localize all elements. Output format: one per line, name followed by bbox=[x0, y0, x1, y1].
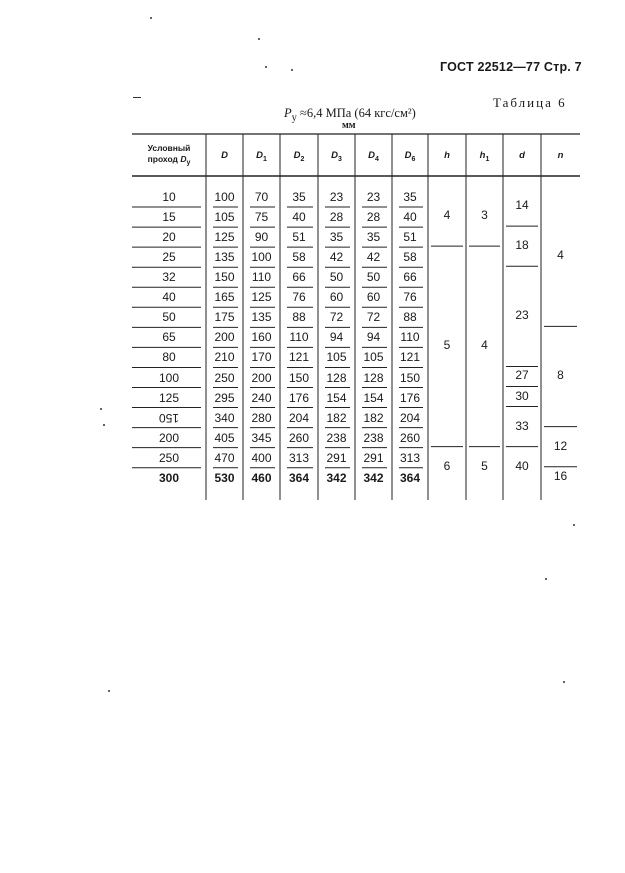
table-cell-D4: 94 bbox=[366, 330, 381, 345]
table-cell-D6: 58 bbox=[403, 250, 417, 265]
table-cell-D: 405 bbox=[214, 430, 235, 445]
table-cell-D1: 100 bbox=[251, 250, 272, 265]
header-dy-word: проход bbox=[147, 154, 178, 164]
table-cell-dy: 15 bbox=[162, 210, 176, 225]
merged-cell-d_groups: 14 bbox=[515, 198, 529, 213]
scan-speck bbox=[291, 69, 293, 71]
table-cell-D6: 364 bbox=[399, 470, 421, 485]
table-cell-D2: 150 bbox=[288, 370, 310, 385]
table-cell-dy: 50 bbox=[162, 310, 176, 325]
table-cell-D3: 72 bbox=[329, 310, 344, 325]
table-cell-D1: 240 bbox=[251, 390, 272, 405]
table-cell-D6: 51 bbox=[403, 230, 417, 245]
table-cell-D4: 105 bbox=[363, 350, 384, 365]
table-cell-D1: 400 bbox=[251, 450, 272, 465]
header-D2-symbol: D bbox=[293, 150, 301, 161]
merged-cell-d_groups: 18 bbox=[515, 238, 529, 253]
header-D6-sub: 6 bbox=[411, 155, 416, 163]
table-cell-D6: 260 bbox=[399, 430, 421, 445]
scan-speck bbox=[265, 66, 267, 68]
table-cell-D: 530 bbox=[214, 470, 235, 485]
table-cell-dy: 65 bbox=[162, 330, 176, 345]
table-cell-D3: 42 bbox=[329, 250, 344, 265]
table-cell-dy: 10 bbox=[162, 190, 176, 205]
table-cell-D3: 238 bbox=[326, 430, 347, 445]
header-dy-sub: у bbox=[186, 159, 191, 167]
header-dy-line1: Условный bbox=[147, 143, 191, 153]
table-cell-D6: 313 bbox=[399, 450, 421, 465]
table-cell-D4: 291 bbox=[363, 450, 384, 465]
table-cell-D4: 42 bbox=[366, 250, 381, 265]
merged-cell-h1_groups: 3 bbox=[481, 208, 488, 223]
table-cell-D1: 160 bbox=[251, 330, 272, 345]
table-cell-D6: 204 bbox=[399, 410, 421, 425]
table-cell-D2: 35 bbox=[292, 190, 306, 205]
table-cell-D1: 345 bbox=[251, 430, 272, 445]
pressure-alt-value: (64 кгс/см²) bbox=[354, 106, 416, 120]
table-cell-D3: 60 bbox=[329, 290, 344, 305]
table-cell-D6: 150 bbox=[399, 370, 421, 385]
table-cell-D6: 176 bbox=[399, 390, 421, 405]
scan-speck bbox=[258, 38, 260, 40]
table-cell-D1: 90 bbox=[254, 230, 269, 245]
table-cell-dy: 300 bbox=[158, 470, 180, 485]
table-cell-D6: 40 bbox=[403, 210, 417, 225]
header-D3 bbox=[318, 150, 355, 163]
table-cell-D2: 364 bbox=[288, 470, 310, 485]
table-cell-D: 470 bbox=[214, 450, 235, 465]
table-cell-dy: 250 bbox=[158, 450, 180, 465]
table-cell-dy: 20 bbox=[162, 230, 176, 245]
header-D4 bbox=[355, 150, 392, 163]
header-dy-line2 bbox=[132, 154, 206, 169]
table-cell-dy: 32 bbox=[162, 270, 176, 285]
header-d-symbol: d bbox=[519, 150, 525, 161]
table-cell-D2: 66 bbox=[292, 270, 306, 285]
table-cell-D2: 40 bbox=[292, 210, 306, 225]
table-cell-D: 135 bbox=[214, 250, 235, 265]
table-cell-D6: 35 bbox=[403, 190, 417, 205]
header-dy-symbol: D bbox=[180, 154, 187, 164]
pressure-value: ≈6,4 МПа bbox=[299, 106, 352, 120]
table-cell-dy: 100 bbox=[158, 370, 180, 385]
pressure-subscript: у bbox=[291, 112, 297, 124]
table-cell-D4: 342 bbox=[363, 470, 384, 485]
table-cell-D4: 154 bbox=[363, 390, 384, 405]
table-cell-D1: 70 bbox=[254, 190, 269, 205]
table-cell-D4: 238 bbox=[363, 430, 384, 445]
scan-speck bbox=[563, 681, 565, 683]
merged-cell-h_groups: 6 bbox=[443, 458, 451, 473]
merged-cell-d_groups: 23 bbox=[515, 308, 529, 323]
table-cell-dy: 200 bbox=[158, 430, 180, 445]
table-cell-D6: 121 bbox=[399, 350, 421, 365]
table-cell-D4: 60 bbox=[366, 290, 381, 305]
scan-speck bbox=[100, 408, 102, 410]
header-h1-sub: 1 bbox=[485, 155, 490, 163]
table-cell-D3: 128 bbox=[326, 370, 347, 385]
header-D bbox=[206, 150, 243, 161]
table-cell-D2: 204 bbox=[288, 410, 310, 425]
table-cell-D2: 76 bbox=[292, 290, 306, 305]
header-D4-symbol: D bbox=[368, 150, 375, 161]
pressure-symbol: P bbox=[284, 106, 292, 120]
header-h-symbol: h bbox=[444, 150, 450, 161]
scan-speck bbox=[150, 17, 152, 19]
table-cell-D4: 182 bbox=[363, 410, 384, 425]
table-cell-D: 105 bbox=[214, 210, 235, 225]
header-D3-sub: 3 bbox=[337, 155, 342, 163]
table-cell-D4: 50 bbox=[366, 270, 381, 285]
header-D6-symbol: D bbox=[404, 150, 412, 161]
table-cell-D2: 58 bbox=[292, 250, 306, 265]
table-cell-D4: 28 bbox=[366, 210, 381, 225]
table-cell-D: 340 bbox=[214, 410, 235, 425]
table-cell-D: 175 bbox=[214, 310, 235, 325]
header-D4-sub: 4 bbox=[374, 155, 379, 163]
table-cell-D: 150 bbox=[214, 270, 235, 285]
header-D3-symbol: D bbox=[331, 150, 338, 161]
units-label: мм bbox=[342, 120, 356, 131]
merged-cell-d_groups: 33 bbox=[515, 418, 529, 433]
header-D6 bbox=[392, 150, 428, 163]
table-cell-D4: 72 bbox=[366, 310, 381, 325]
table-cell-D: 100 bbox=[214, 190, 235, 205]
table-label: Таблица 6 bbox=[493, 95, 567, 110]
table-cell-D2: 88 bbox=[292, 310, 306, 325]
table-cell-D: 295 bbox=[214, 390, 235, 405]
table-cell-D2: 51 bbox=[292, 230, 306, 245]
table-cell-D: 165 bbox=[214, 290, 235, 305]
table-cell-D3: 23 bbox=[329, 190, 344, 205]
table-cell-D4: 23 bbox=[366, 190, 381, 205]
table-cell-D: 200 bbox=[214, 330, 235, 345]
merged-cell-n_groups: 8 bbox=[557, 368, 564, 383]
table-cell-D4: 35 bbox=[366, 230, 381, 245]
table-cell-D2: 260 bbox=[288, 430, 310, 445]
table-cell-D3: 182 bbox=[326, 410, 347, 425]
table-cell-D: 125 bbox=[214, 230, 235, 245]
table-cell-D1: 110 bbox=[251, 270, 272, 285]
table-cell-dy: 150 bbox=[158, 410, 180, 425]
table-cell-D2: 110 bbox=[289, 330, 309, 345]
merged-cell-h1_groups: 4 bbox=[481, 338, 488, 353]
table-cell-D2: 121 bbox=[288, 350, 310, 365]
header-h1 bbox=[466, 150, 503, 163]
scan-speck bbox=[108, 690, 110, 692]
table-cell-D1: 75 bbox=[254, 210, 269, 225]
table-cell-D3: 105 bbox=[326, 350, 347, 365]
table-cell-D1: 200 bbox=[251, 370, 272, 385]
table-cell-D3: 342 bbox=[326, 470, 347, 485]
table-cell-D3: 291 bbox=[326, 450, 347, 465]
scan-speck bbox=[103, 424, 105, 426]
merged-cell-h_groups: 4 bbox=[443, 208, 451, 223]
table-cell-D1: 460 bbox=[251, 470, 272, 485]
merged-cell-h1_groups: 5 bbox=[481, 458, 488, 473]
table-cell-D3: 28 bbox=[329, 210, 344, 225]
header-h1-symbol: h bbox=[479, 150, 486, 161]
table-cell-dy: 40 bbox=[162, 290, 176, 305]
table-cell-D3: 94 bbox=[329, 330, 344, 345]
header-D1-sub: 1 bbox=[262, 155, 267, 163]
table-cell-D2: 176 bbox=[288, 390, 310, 405]
merged-cell-n_groups: 12 bbox=[553, 438, 568, 453]
table-cell-D: 250 bbox=[214, 370, 235, 385]
merged-cell-d_groups: 40 bbox=[515, 458, 529, 473]
header-n-symbol: n bbox=[557, 150, 564, 161]
scan-speck bbox=[133, 97, 141, 98]
header-D-symbol: D bbox=[221, 150, 228, 161]
merged-cell-n_groups: 4 bbox=[557, 248, 564, 263]
table-cell-dy: 125 bbox=[158, 390, 180, 405]
table-cell-D3: 35 bbox=[329, 230, 344, 245]
merged-cell-n_groups: 16 bbox=[553, 468, 568, 483]
table-cell-D1: 170 bbox=[251, 350, 272, 365]
header-d bbox=[503, 150, 541, 161]
table-cell-D2: 313 bbox=[288, 450, 310, 465]
table-cell-D1: 135 bbox=[251, 310, 272, 325]
header-h bbox=[428, 150, 466, 161]
table-cell-D1: 125 bbox=[251, 290, 272, 305]
table-cell-dy: 80 bbox=[162, 350, 176, 365]
table-cell-D1: 280 bbox=[251, 410, 272, 425]
header-D1-symbol: D bbox=[256, 150, 263, 161]
header-D2-sub: 2 bbox=[300, 155, 305, 163]
merged-cell-d_groups: 27 bbox=[515, 368, 529, 383]
standard-number: ГОСТ 22512—77 bbox=[440, 60, 541, 74]
header-nominal-bore bbox=[132, 143, 206, 169]
table-cell-D3: 154 bbox=[326, 390, 347, 405]
scan-speck bbox=[545, 578, 547, 580]
table-cell-D6: 110 bbox=[400, 330, 420, 345]
table-cell-D3: 50 bbox=[329, 270, 344, 285]
header-n bbox=[541, 150, 580, 161]
table-cell-dy: 25 bbox=[162, 250, 176, 265]
header-D2 bbox=[280, 150, 318, 163]
scan-speck bbox=[573, 524, 575, 526]
merged-cell-h_groups: 5 bbox=[443, 338, 451, 353]
table-cell-D6: 88 bbox=[403, 310, 417, 325]
merged-cell-d_groups: 30 bbox=[515, 388, 529, 403]
header-D1 bbox=[243, 150, 280, 163]
table-cell-D6: 76 bbox=[403, 290, 417, 305]
page-number: Стр. 7 bbox=[543, 60, 582, 74]
table-cell-D: 210 bbox=[214, 350, 235, 365]
table-cell-D6: 66 bbox=[403, 270, 417, 285]
table-cell-D4: 128 bbox=[363, 370, 384, 385]
